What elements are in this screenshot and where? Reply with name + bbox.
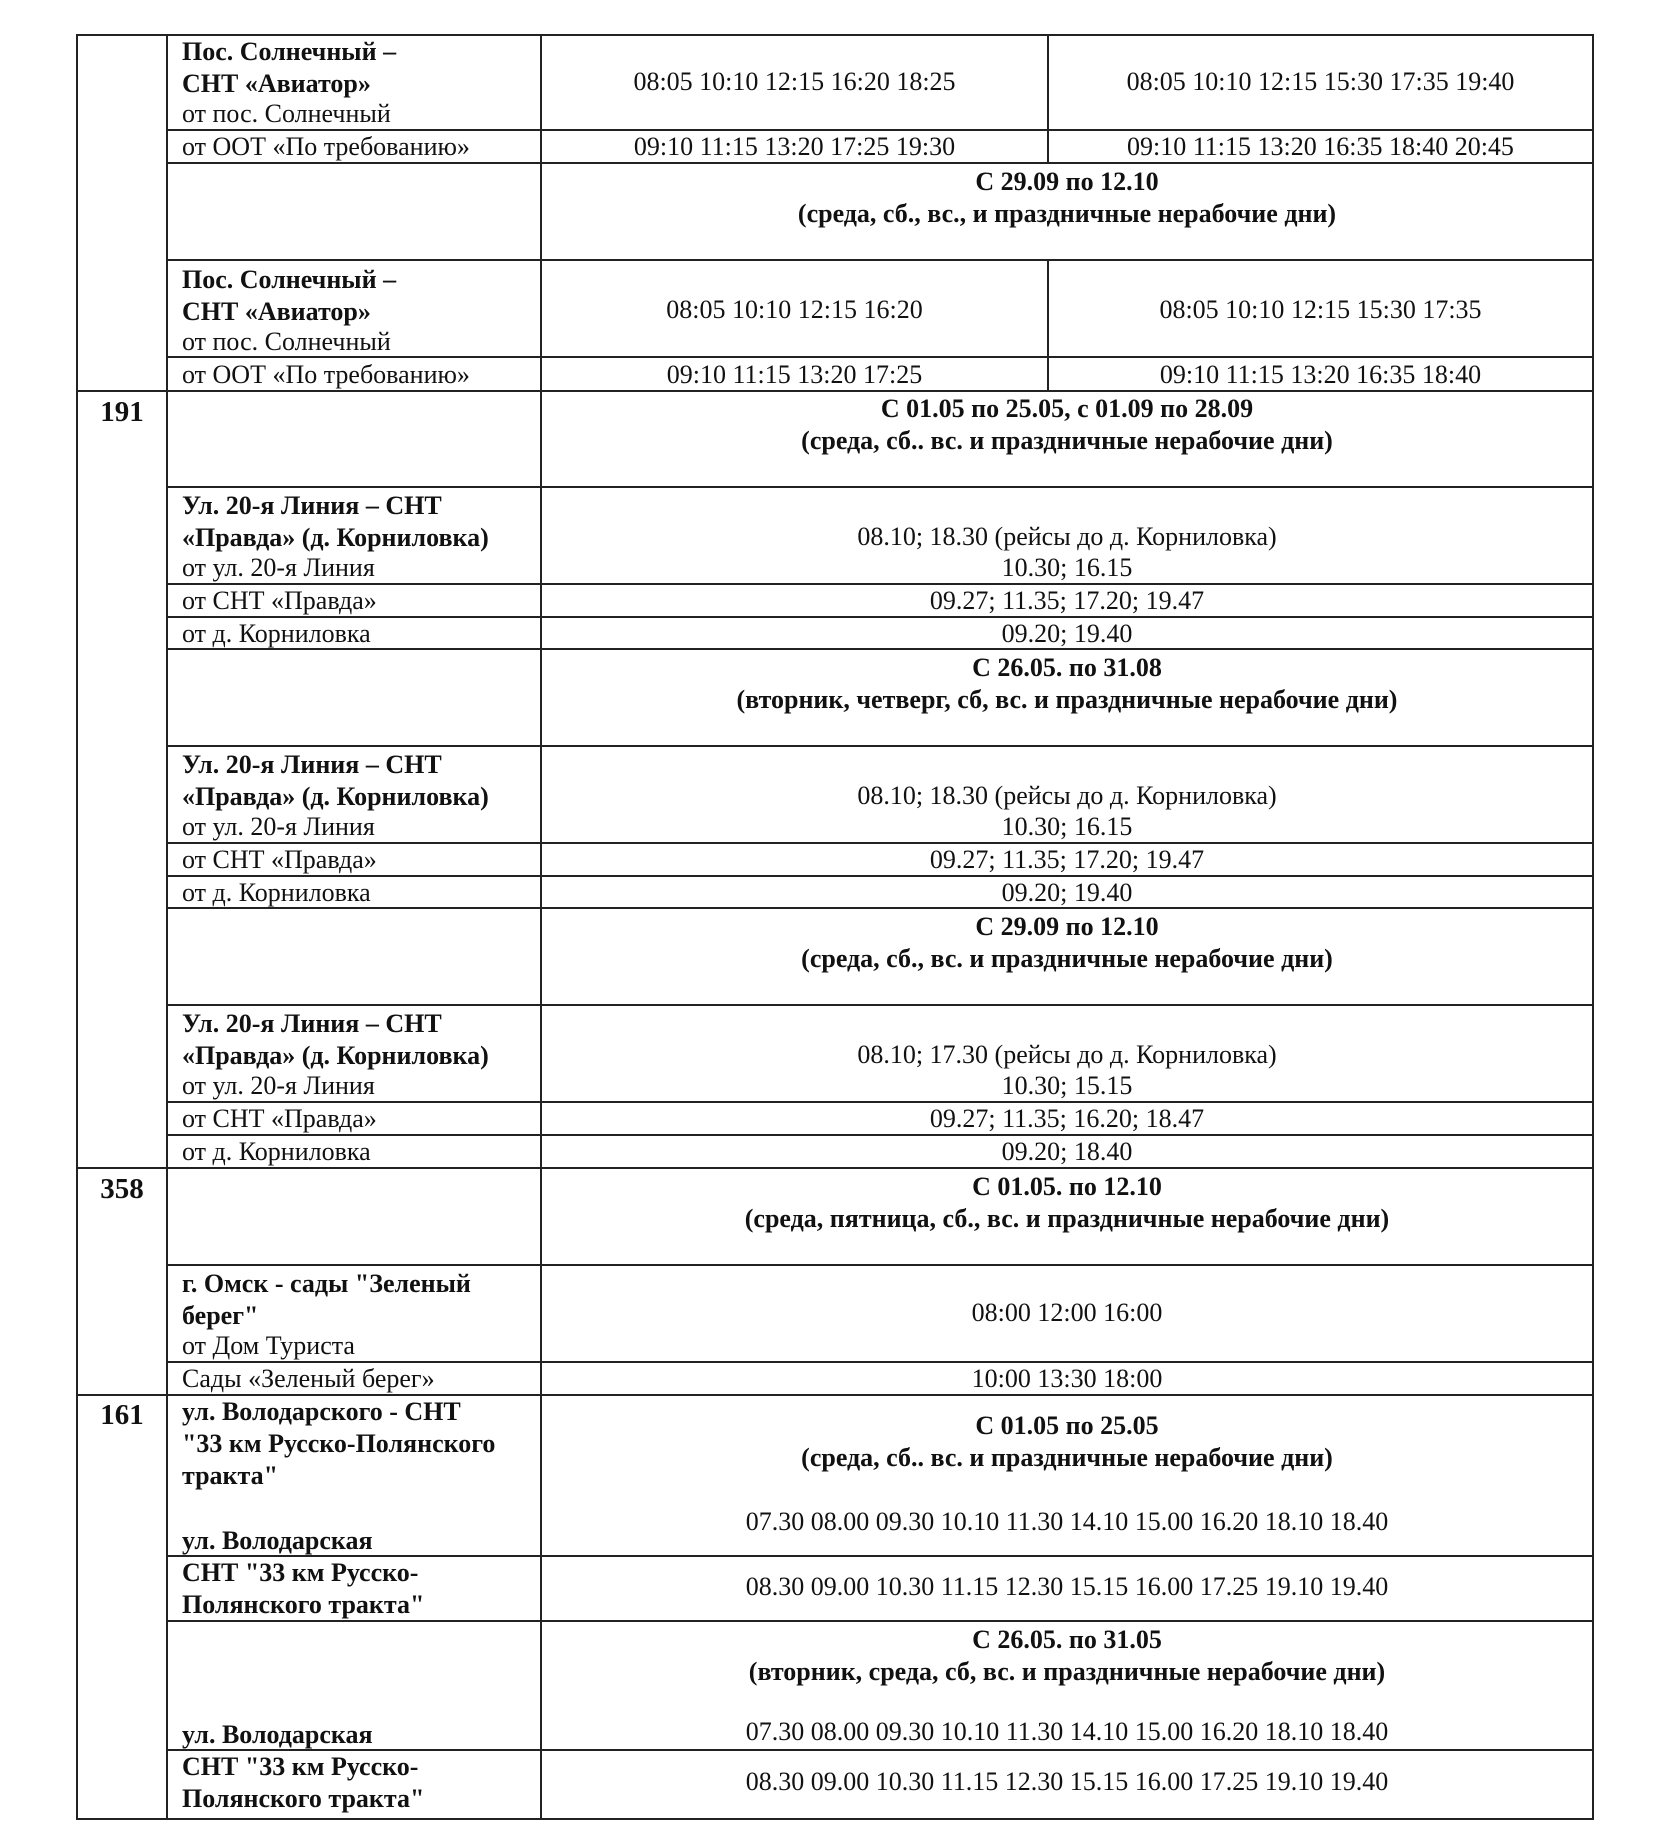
period-days: (вторник, четверг, сб, вс. и праздничные нерабочие дни) [736,685,1398,714]
departure-times: 07.30 08.00 09.30 10.10 11.30 14.10 15.00 16.20 18.10 18.40 [745,1717,1389,1746]
departure-point: от ул. 20-я Линия [182,553,375,582]
stop-name: Полянского тракта" [182,1590,425,1619]
route-name: "33 км Русско-Полянского [182,1429,496,1458]
period-days: (среда, сб., вс., и праздничные нерабочие дни) [797,199,1337,228]
departure-times: 09.20; 18.40 [1001,1137,1133,1166]
departure-point: от пос. Солнечный [182,327,391,356]
departure-point: от ул. 20-я Линия [182,1071,375,1100]
departure-point: Сады «Зеленый берег» [182,1364,435,1393]
departure-times: 09.27; 11.35; 17.20; 19.47 [929,845,1205,874]
departure-times: 10.30; 15.15 [1001,1071,1133,1100]
route-number: 161 [100,1399,144,1431]
period-title: С 26.05. по 31.05 [972,1625,1162,1654]
departure-times: 08:05 10:10 12:15 16:20 18:25 [633,67,956,96]
departure-times: 09.20; 19.40 [1001,619,1133,648]
departure-times: 10.30; 16.15 [1001,553,1133,582]
stop-name: СНТ "33 км Русско- [182,1558,419,1587]
departure-point: от ООТ «По требованию» [182,132,470,161]
departure-point: от СНТ «Правда» [182,845,377,874]
route-name: Ул. 20-я Линия – СНТ [182,1009,442,1038]
departure-times: 09:10 11:15 13:20 16:35 18:40 [1159,360,1482,389]
route-name: «Правда» (д. Корниловка) [182,523,489,552]
stop-name: Полянского тракта" [182,1784,425,1813]
departure-times: 10.30; 16.15 [1001,812,1133,841]
route-name: Ул. 20-я Линия – СНТ [182,750,442,779]
departure-point: от Дом Туриста [182,1331,355,1360]
period-days: (среда, сб., вс. и праздничные нерабочие дни) [801,944,1333,973]
departure-times: 09:10 11:15 13:20 16:35 18:40 20:45 [1127,132,1514,161]
route-name: г. Омск - сады "Зеленый [182,1269,471,1298]
departure-point: от ООТ «По требованию» [182,360,470,389]
period-days: (среда, сб.. вс. и праздничные нерабочие дни) [801,1443,1333,1472]
departure-point: от д. Корниловка [182,1137,371,1166]
route-name: тракта" [182,1461,279,1490]
route-name: «Правда» (д. Корниловка) [182,782,489,811]
route-name: СНТ «Авиатор» [182,297,371,326]
route-name: Ул. 20-я Линия – СНТ [182,491,442,520]
row-divider [166,745,1594,747]
period-title: С 01.05 по 25.05, с 01.09 по 28.09 [880,394,1254,423]
departure-times: 08.10; 17.30 (рейсы до д. Корниловка) [857,1040,1277,1069]
departure-point: от д. Корниловка [182,619,371,648]
departure-times: 09:10 11:15 13:20 17:25 [666,360,923,389]
table-border-bottom [76,1818,1594,1820]
departure-times: 08:05 10:10 12:15 15:30 17:35 19:40 [1126,67,1515,96]
departure-times: 09.20; 19.40 [1001,878,1133,907]
period-title: С 01.05. по 12.10 [972,1172,1162,1201]
departure-point: от ул. 20-я Линия [182,812,375,841]
departure-times: 10:00 13:30 18:00 [971,1364,1163,1393]
period-title: С 29.09 по 12.10 [975,912,1159,941]
row-divider [166,1004,1594,1006]
departure-times: 08.30 09.00 10.30 11.15 12.30 15.15 16.00 17.25 19.10 19.40 [745,1767,1389,1796]
table-border-left [76,34,78,1820]
departure-times: 09:10 11:15 13:20 17:25 19:30 [633,132,956,161]
departure-point: от СНТ «Правда» [182,586,377,615]
departure-times: 08:00 12:00 16:00 [971,1298,1163,1327]
row-divider [166,259,1594,261]
departure-point: от пос. Солнечный [182,99,391,128]
departure-times: 08:05 10:10 12:15 15:30 17:35 [1159,295,1482,324]
departure-point: от СНТ «Правда» [182,1104,377,1133]
route-name: Пос. Солнечный – [182,265,397,294]
row-divider [166,1264,1594,1266]
departure-times: 08:05 10:10 12:15 16:20 [666,295,923,324]
stop-name: СНТ "33 км Русско- [182,1752,419,1781]
departure-times: 08.30 09.00 10.30 11.15 12.30 15.15 16.00 17.25 19.10 19.40 [745,1572,1389,1601]
period-days: (среда, пятница, сб., вс. и праздничные нерабочие дни) [744,1204,1390,1233]
departure-times: 08.10; 18.30 (рейсы до д. Корниловка) [857,781,1277,810]
route-name: СНТ «Авиатор» [182,69,371,98]
route-name: Пос. Солнечный – [182,37,397,66]
period-title: С 26.05. по 31.08 [972,653,1162,682]
period-title: С 29.09 по 12.10 [975,167,1159,196]
route-name: ул. Володарского - СНТ [182,1397,461,1426]
route-number: 191 [100,396,144,428]
period-title: С 01.05 по 25.05 [975,1411,1159,1440]
route-number: 358 [100,1173,144,1205]
departure-times: 09.27; 11.35; 17.20; 19.47 [929,586,1205,615]
row-divider [166,486,1594,488]
route-name: «Правда» (д. Корниловка) [182,1041,489,1070]
column-divider [166,34,168,1820]
stop-name: ул. Володарская [182,1720,373,1749]
departure-times: 08.10; 18.30 (рейсы до д. Корниловка) [857,522,1277,551]
table-border-right [1592,34,1594,1820]
departure-times: 09.27; 11.35; 16.20; 18.47 [929,1104,1205,1133]
period-days: (вторник, среда, сб, вс. и праздничные нерабочие дни) [748,1657,1386,1686]
departure-times: 07.30 08.00 09.30 10.10 11.30 14.10 15.00 16.20 18.10 18.40 [745,1507,1389,1536]
departure-point: от д. Корниловка [182,878,371,907]
stop-name: ул. Володарская [182,1526,373,1555]
period-days: (среда, сб.. вс. и праздничные нерабочие дни) [801,426,1333,455]
route-name: берег" [182,1301,259,1330]
